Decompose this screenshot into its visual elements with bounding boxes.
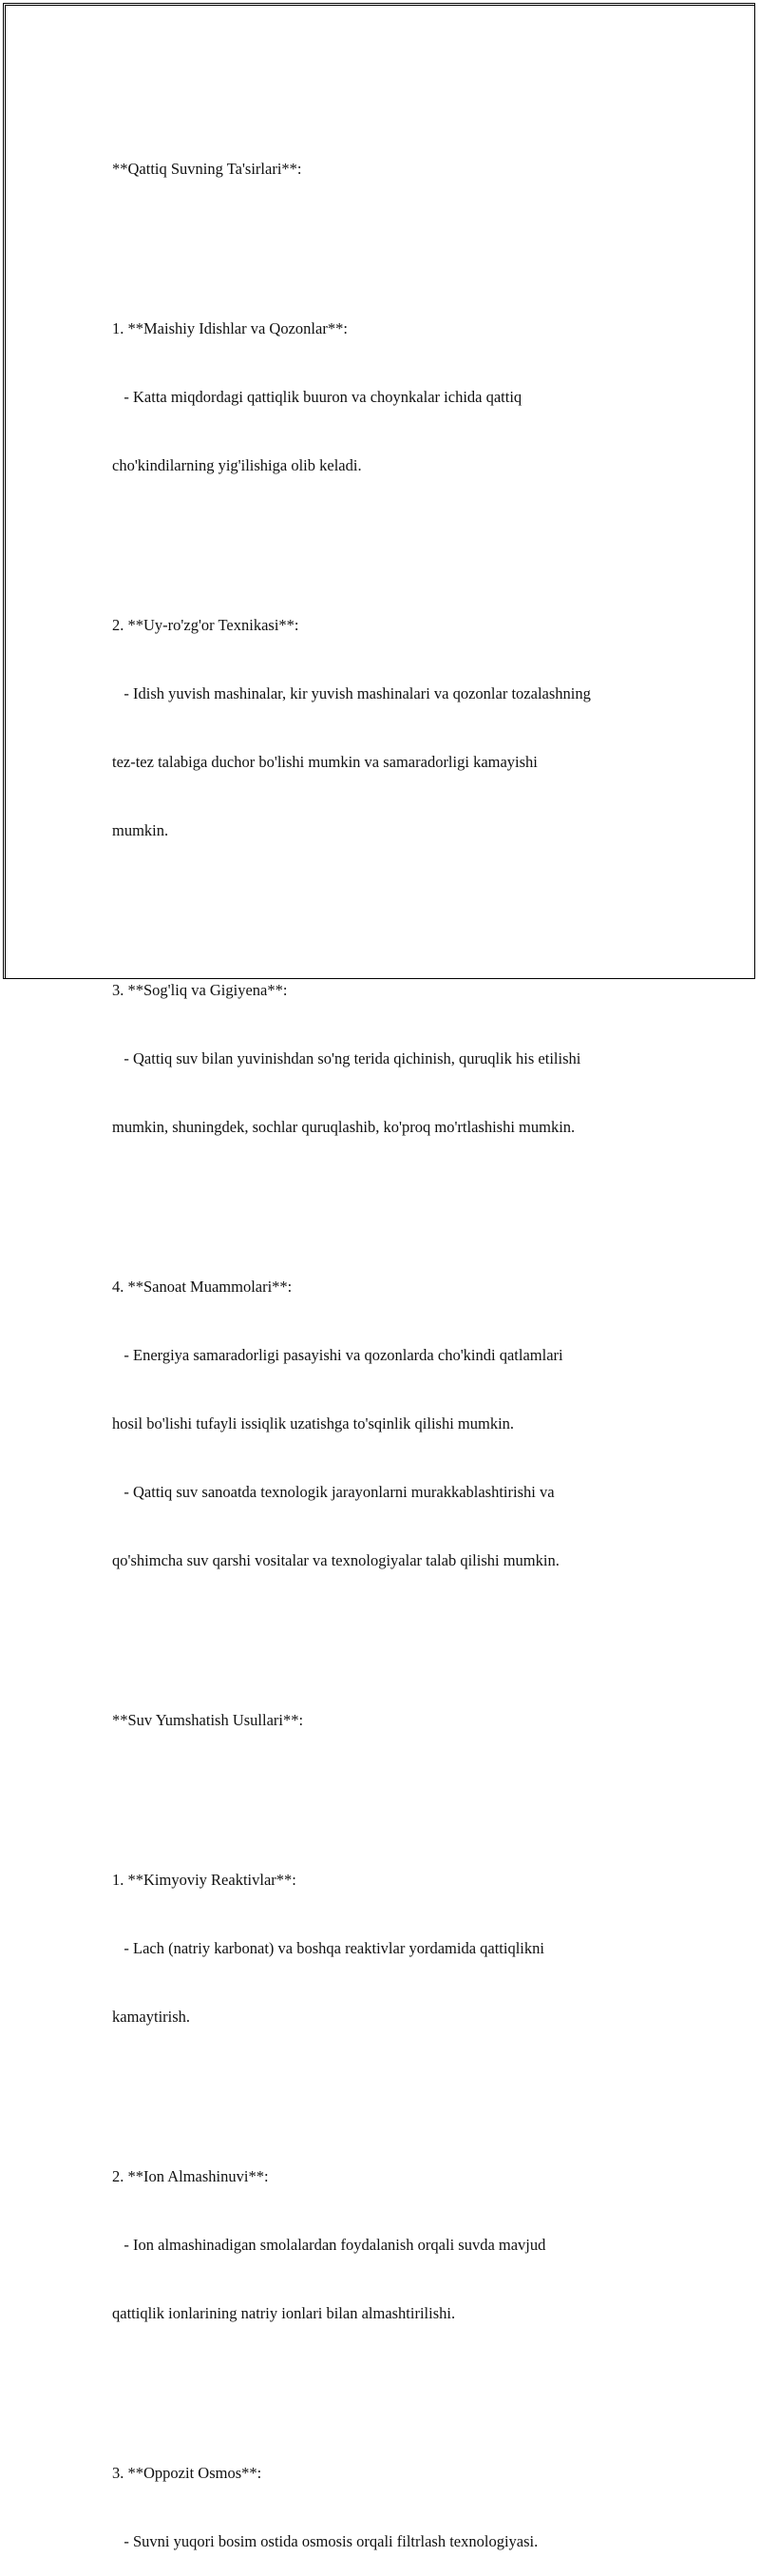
section-line: kamaytirish.: [112, 2008, 191, 2026]
section-line: mumkin.: [112, 821, 169, 839]
spacer: [112, 1618, 682, 1641]
section-line: tez-tez talabiga duchor bo'lishi mumkin va samaradorligi kamayishi: [112, 753, 538, 771]
section-line: hosil bo'lishi tufayli issiqlik uzatishga to'sqinlik qilishi mumkin.: [112, 1414, 515, 1432]
section-line: qattiqlik ionlarining natriy ionlari bilan almashtirilishi.: [112, 2304, 456, 2322]
section-line: mumkin, shuningdek, sochlar quruqlashib, ko'proq mo'rtlashishi mumkin.: [112, 1118, 576, 1136]
section-line: - Energiya samaradorligi pasayishi va qozonlarda cho'kindi qatlamlari: [112, 1346, 563, 1364]
section-line: - Lach (natriy karbonat) va boshqa reaktivlar yordamida qattiqlikni: [112, 1939, 544, 1957]
section-line: qo'shimcha suv qarshi vositalar va texnologiyalar talab qilishi mumkin.: [112, 1551, 560, 1569]
section-line: - Idish yuvish mashinalar, kir yuvish mashinalari va qozonlar tozalashning: [112, 684, 591, 702]
spacer: [112, 523, 682, 546]
section-line: - Katta miqdordagi qattiqlik buuron va choynkalar ichida qattiq: [112, 388, 522, 406]
section-title: 2. **Ion Almashinuvi**:: [112, 2167, 269, 2185]
document-body: [112, 112, 682, 2576]
spacer: [112, 2371, 682, 2393]
section-line: - Suvni yuqori bosim ostida osmosis orqali filtrlash texnologiyasi.: [112, 2532, 539, 2550]
section-title: 3. **Oppozit Osmos**:: [112, 2464, 262, 2482]
heading-methods: **Suv Yumshatish Usullari**:: [112, 1711, 304, 1729]
heading-effects: **Qattiq Suvning Ta'sirlari**:: [112, 160, 302, 178]
section-title: 1. **Kimyoviy Reaktivlar**:: [112, 1871, 296, 1889]
section-line: - Ion almashinadigan smolalardan foydalanish orqali suvda mavjud: [112, 2236, 546, 2254]
section-title: 4. **Sanoat Muammolari**:: [112, 1278, 293, 1296]
spacer: [112, 2074, 682, 2097]
spacer: [112, 888, 682, 911]
section-title: 1. **Maishiy Idishlar va Qozonlar**:: [112, 319, 348, 337]
section-title: 2. **Uy-ro'zg'or Texnikasi**:: [112, 616, 299, 634]
section-line: - Qattiq suv bilan yuvinishdan so'ng terida qichinish, quruqlik his etilishi: [112, 1049, 581, 1067]
spacer: [112, 1778, 682, 1800]
section-line: cho'kindilarning yig'ilishiga olib keladi.: [112, 456, 362, 474]
section-line: - Qattiq suv sanoatda texnologik jarayonlarni murakkablashtirishi va: [112, 1483, 555, 1501]
spacer: [112, 226, 682, 249]
section-title: 3. **Sog'liq va Gigiyena**:: [112, 981, 288, 999]
spacer: [112, 1184, 682, 1207]
